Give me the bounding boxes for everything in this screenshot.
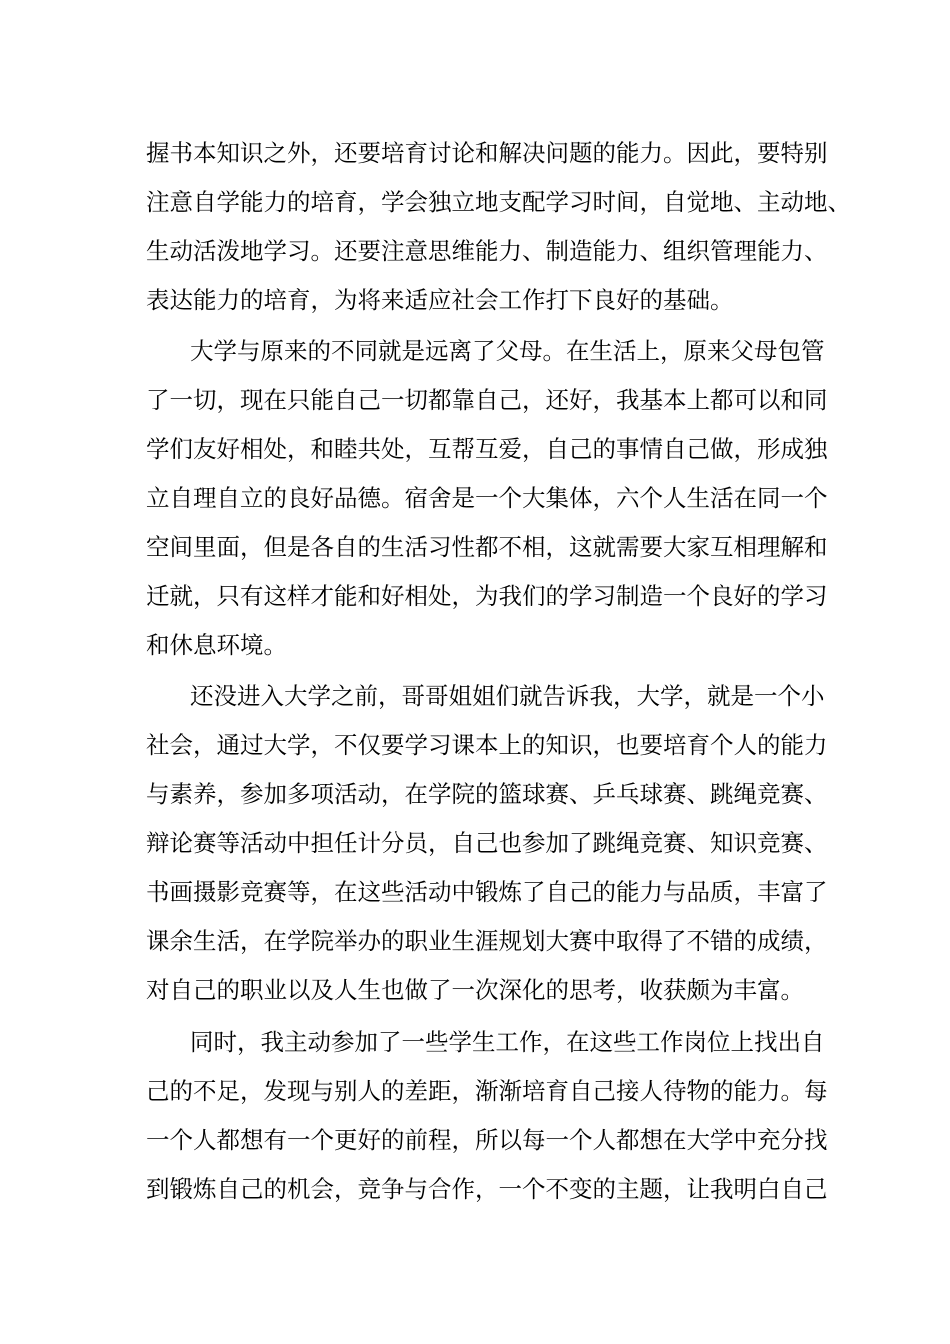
paragraph-4-line-1: 同时，我主动参加了一些学生工作，在这些工作岗位上找出自 (190, 1028, 825, 1056)
paragraph-1-line-1: 握书本知识之外，还要培育讨论和解决问题的能力。因此，要特别 (146, 139, 828, 167)
paragraph-2-line-4: 立自理自立的良好品德。宿舍是一个大集体，六个人生活在同一个 (146, 484, 828, 512)
paragraph-3-line-4: 辩论赛等活动中担任计分员，自己也参加了跳绳竞赛、知识竞赛、 (146, 829, 828, 857)
paragraph-2-line-5: 空间里面，但是各自的生活习性都不相，这就需要大家互相理解和 (146, 533, 828, 561)
paragraph-3-line-3: 与素养，参加多项活动，在学院的篮球赛、乒乓球赛、跳绳竞赛、 (146, 780, 828, 808)
paragraph-2-line-7: 和休息环境。 (146, 631, 287, 659)
paragraph-2-line-6: 迁就，只有这样才能和好相处，为我们的学习制造一个良好的学习 (146, 582, 828, 610)
paragraph-1-line-3: 生动活泼地学习。还要注意思维能力、制造能力、组织管理能力、 (146, 237, 828, 265)
paragraph-2-line-3: 学们友好相处，和睦共处，互帮互爱，自己的事情自己做，形成独 (146, 435, 828, 463)
paragraph-3-line-5: 书画摄影竞赛等，在这些活动中锻炼了自己的能力与品质，丰富了 (146, 878, 828, 906)
paragraph-1-line-4: 表达能力的培育，为将来适应社会工作打下良好的基础。 (146, 286, 734, 314)
paragraph-2-line-1: 大学与原来的不同就是远离了父母。在生活上，原来父母包管 (190, 337, 825, 365)
paragraph-1-line-2: 注意自学能力的培育，学会独立地支配学习时间，自觉地、主动地、 (146, 188, 851, 216)
paragraph-3-line-2: 社会，通过大学，不仅要学习课本上的知识，也要培育个人的能力 (146, 731, 828, 759)
paragraph-4-line-2: 己的不足，发现与别人的差距，渐渐培育自己接人待物的能力。每 (146, 1077, 828, 1105)
paragraph-2-line-2: 了一切，现在只能自己一切都靠自己，还好，我基本上都可以和同 (146, 386, 828, 414)
paragraph-3-line-1: 还没进入大学之前，哥哥姐姐们就告诉我，大学，就是一个小 (190, 682, 825, 710)
paragraph-3-line-7: 对自己的职业以及人生也做了一次深化的思考，收获颇为丰富。 (146, 976, 804, 1004)
paragraph-4-line-3: 一个人都想有一个更好的前程，所以每一个人都想在大学中充分找 (146, 1126, 828, 1154)
paragraph-4-line-4: 到锻炼自己的机会，竞争与合作，一个不变的主题，让我明白自己 (146, 1175, 828, 1203)
paragraph-3-line-6: 课余生活，在学院举办的职业生涯规划大赛中取得了不错的成绩， (146, 927, 828, 955)
